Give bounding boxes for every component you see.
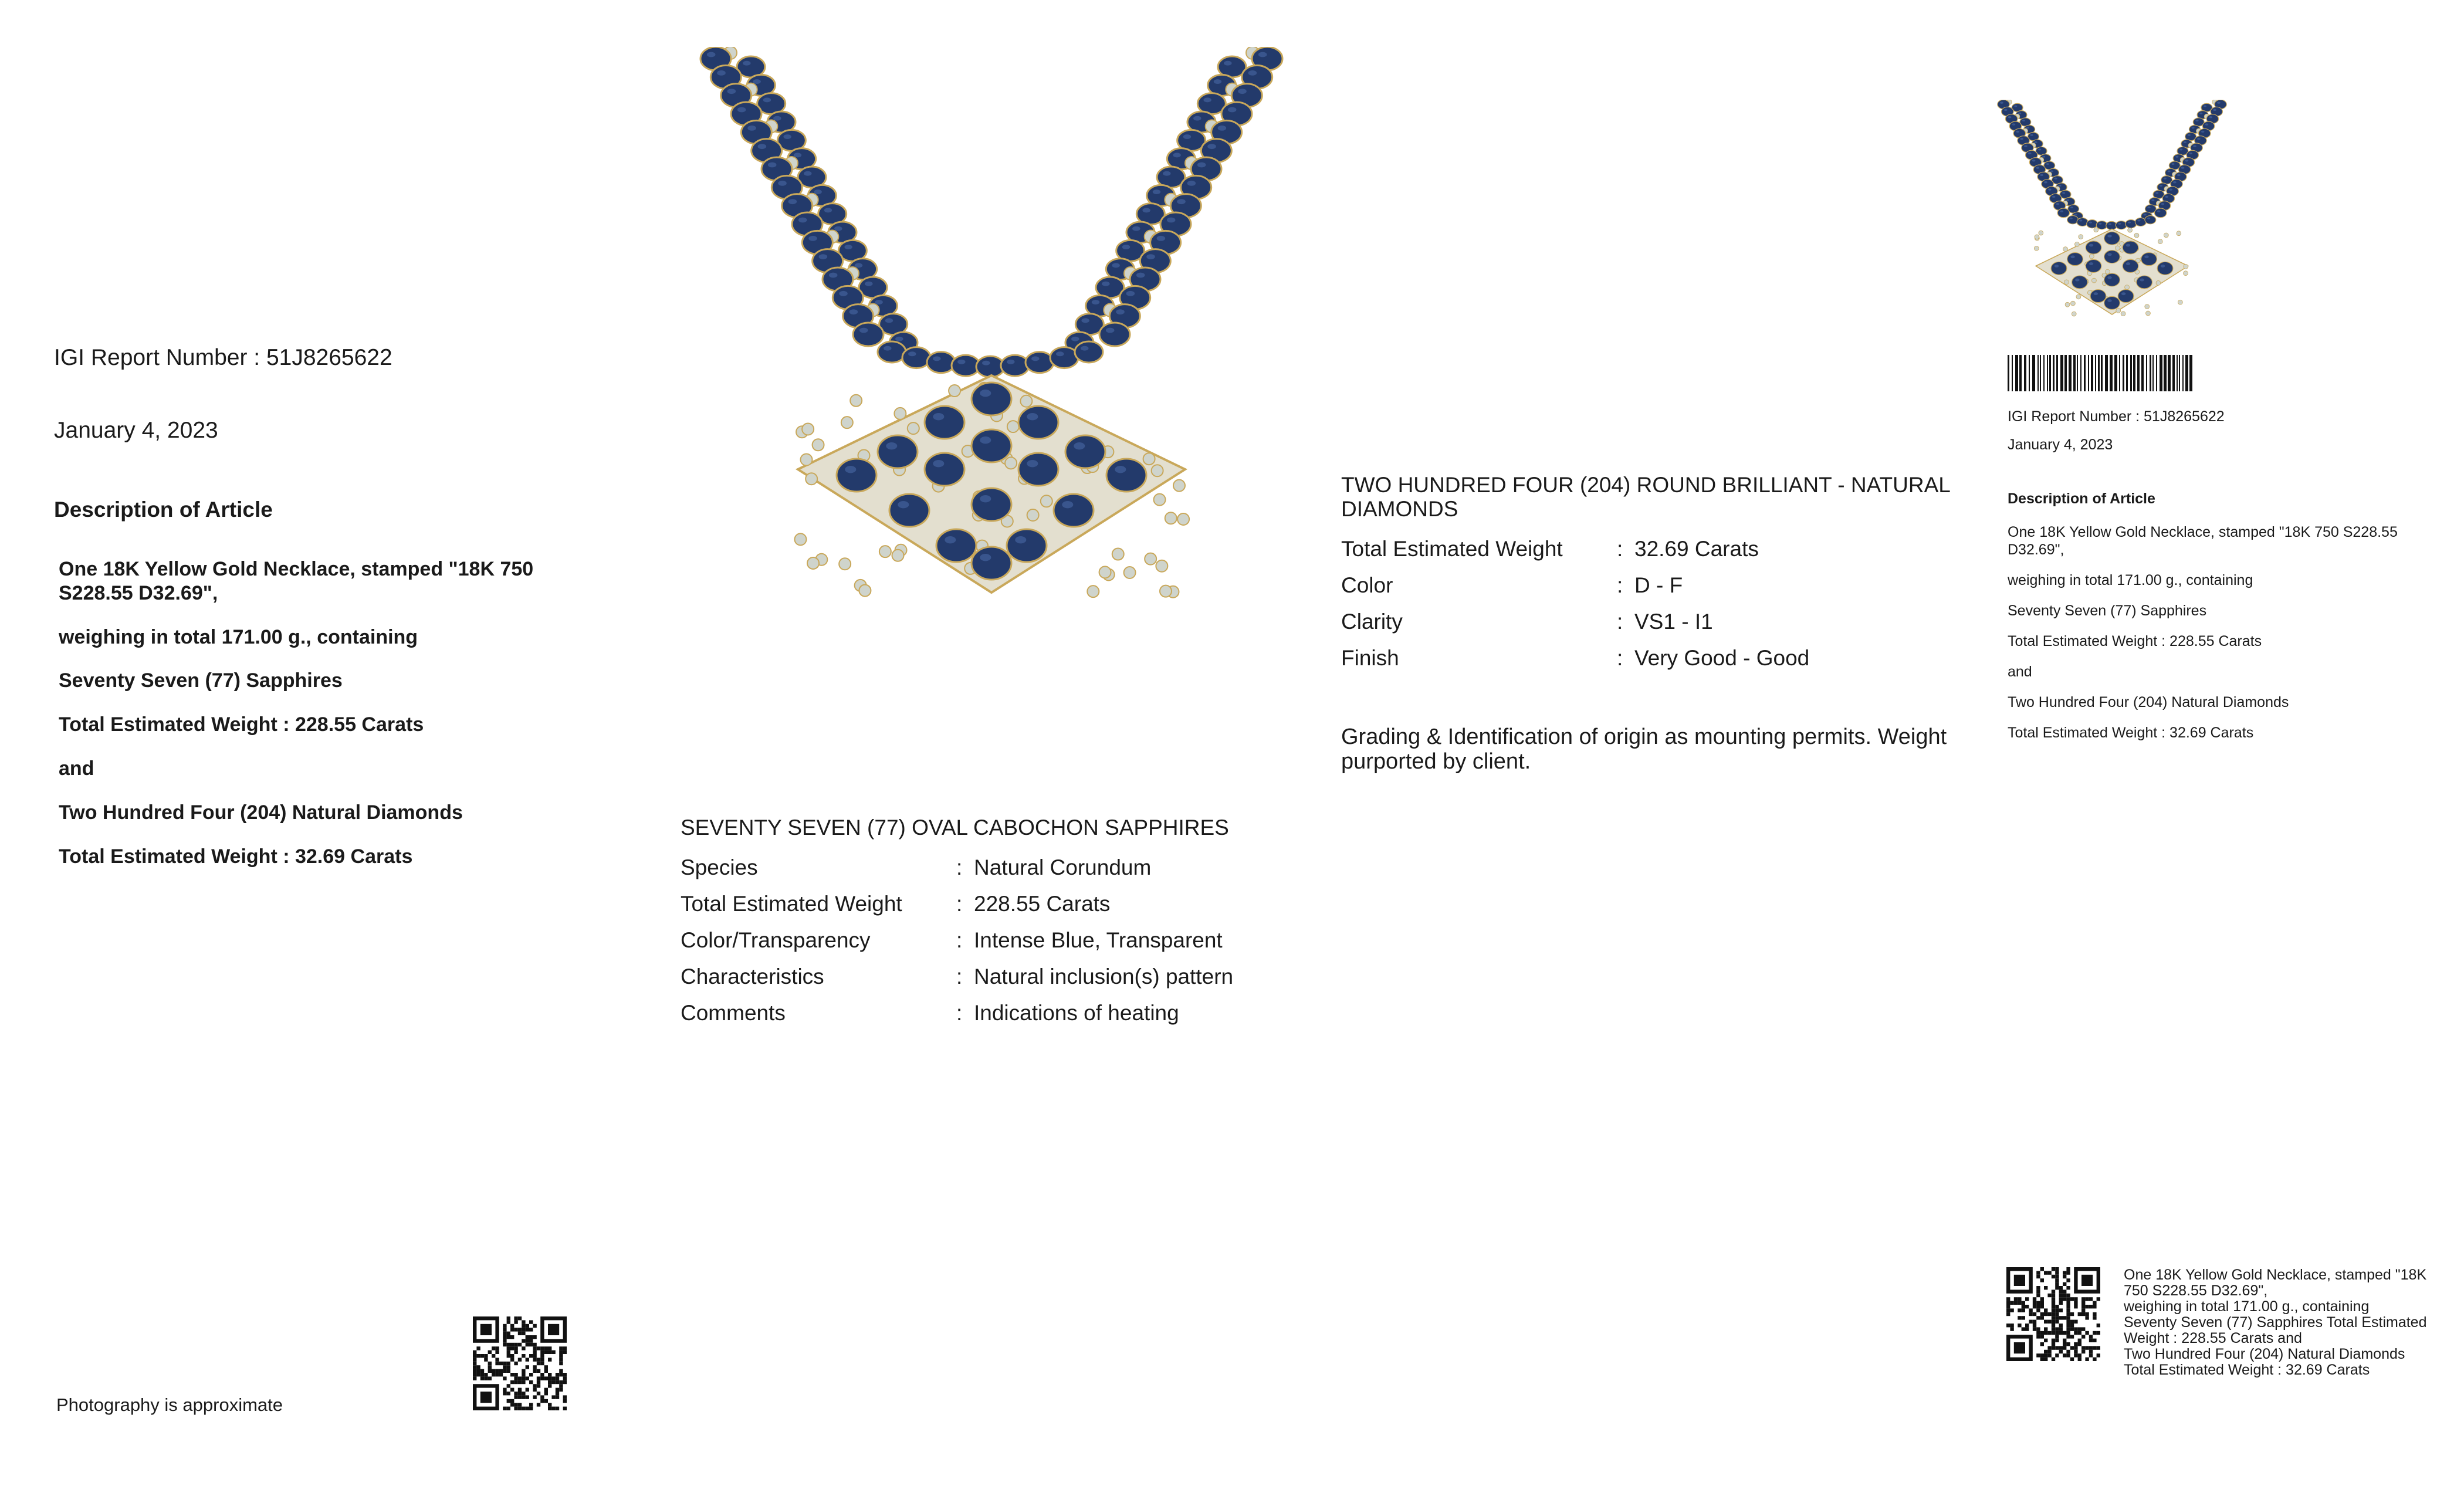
summary-line: weighing in total 171.00 g., containing xyxy=(2124,1298,2370,1315)
table-row xyxy=(681,886,1233,922)
description-title-small: Description of Article xyxy=(2008,490,2155,507)
report-date-small: January 4, 2023 xyxy=(2008,436,2113,453)
sapphire-table xyxy=(681,849,1233,1031)
description-line: Seventy Seven (77) Sapphires xyxy=(59,669,343,692)
row-label: Comments xyxy=(681,1001,786,1025)
row-value: Intense Blue, Transparent xyxy=(974,928,1223,952)
barcode-icon xyxy=(2008,355,2195,391)
table-row xyxy=(1341,640,1809,676)
row-separator: : xyxy=(1617,573,1623,597)
table-row xyxy=(1341,604,1809,640)
row-separator: : xyxy=(956,964,963,989)
table-row xyxy=(1341,567,1809,604)
qr-code-icon[interactable] xyxy=(2006,1267,2100,1361)
row-value: VS1 - I1 xyxy=(1634,610,1713,634)
description-line: and xyxy=(59,757,94,780)
table-row xyxy=(1341,531,1809,567)
description-line: weighing in total 171.00 g., containing xyxy=(59,625,418,648)
description-line: Total Estimated Weight : 228.55 Carats xyxy=(2008,633,2262,649)
row-separator: : xyxy=(1617,537,1623,561)
report-date: January 4, 2023 xyxy=(54,418,218,443)
report-number-small: IGI Report Number : 51J8265622 xyxy=(2008,408,2225,425)
row-separator: : xyxy=(956,892,963,916)
necklace-thumbnail xyxy=(1995,100,2229,317)
photography-note: Photography is approximate xyxy=(56,1395,283,1415)
table-row xyxy=(681,959,1233,995)
sapphire-section-title: SEVENTY SEVEN (77) OVAL CABOCHON SAPPHIRES xyxy=(681,815,1229,840)
description-line: weighing in total 171.00 g., containing xyxy=(2008,572,2253,588)
row-separator: : xyxy=(956,928,963,952)
row-separator: : xyxy=(1617,646,1623,670)
qr-code-icon[interactable] xyxy=(473,1316,567,1410)
row-value: 228.55 Carats xyxy=(974,892,1111,916)
description-title: Description of Article xyxy=(54,497,273,522)
diamond-section-title: TWO HUNDRED FOUR (204) ROUND BRILLIANT - NATURAL DIAMONDS xyxy=(1341,473,1950,522)
description-line: One 18K Yellow Gold Necklace, stamped "18K 750 S228.55 D32.69", xyxy=(2008,524,2398,558)
row-label: Species xyxy=(681,855,758,879)
row-separator: : xyxy=(956,1001,963,1025)
description-line: Total Estimated Weight : 228.55 Carats xyxy=(59,713,424,736)
row-label: Color/Transparency xyxy=(681,928,871,952)
row-value: Very Good - Good xyxy=(1634,646,1810,670)
summary-line: Two Hundred Four (204) Natural Diamonds xyxy=(2124,1346,2405,1362)
description-line: Two Hundred Four (204) Natural Diamonds xyxy=(2008,694,2289,710)
row-label: Color xyxy=(1341,573,1393,597)
necklace-photo xyxy=(698,47,1285,598)
row-separator: : xyxy=(956,855,963,879)
report-number: IGI Report Number : 51J8265622 xyxy=(54,345,392,370)
description-line: and xyxy=(2008,664,2032,680)
row-value: 32.69 Carats xyxy=(1634,537,1759,561)
description-line: Two Hundred Four (204) Natural Diamonds xyxy=(59,801,463,824)
table-row xyxy=(681,849,1233,886)
row-value: Natural inclusion(s) pattern xyxy=(974,964,1234,989)
summary-line: Seventy Seven (77) Sapphires Total Estimated Weight : 228.55 Carats and xyxy=(2124,1314,2427,1346)
description-line: One 18K Yellow Gold Necklace, stamped "18K 750 S228.55 D32.69", xyxy=(59,558,534,604)
row-value: D - F xyxy=(1634,573,1683,597)
row-value: Indications of heating xyxy=(974,1001,1179,1025)
description-list-small xyxy=(2008,523,2418,754)
summary-line: Total Estimated Weight : 32.69 Carats xyxy=(2124,1362,2370,1378)
row-label: Total Estimated Weight xyxy=(681,892,902,916)
row-value: Natural Corundum xyxy=(974,855,1152,879)
row-label: Finish xyxy=(1341,646,1399,670)
summary-text xyxy=(2124,1267,2452,1378)
description-line: Total Estimated Weight : 32.69 Carats xyxy=(2008,725,2254,741)
row-label: Clarity xyxy=(1341,610,1403,634)
diamond-table xyxy=(1341,531,1809,676)
description-line: Seventy Seven (77) Sapphires xyxy=(2008,603,2207,619)
description-list xyxy=(59,557,587,888)
row-label: Total Estimated Weight xyxy=(1341,537,1563,561)
table-row xyxy=(681,922,1233,959)
grading-note: Grading & Identification of origin as mounting permits. Weight purported by client. xyxy=(1341,725,1947,774)
table-row xyxy=(681,995,1233,1031)
row-label: Characteristics xyxy=(681,964,824,989)
description-line: Total Estimated Weight : 32.69 Carats xyxy=(59,845,413,868)
summary-line: One 18K Yellow Gold Necklace, stamped "18K 750 S228.55 D32.69", xyxy=(2124,1267,2427,1299)
row-separator: : xyxy=(1617,610,1623,634)
